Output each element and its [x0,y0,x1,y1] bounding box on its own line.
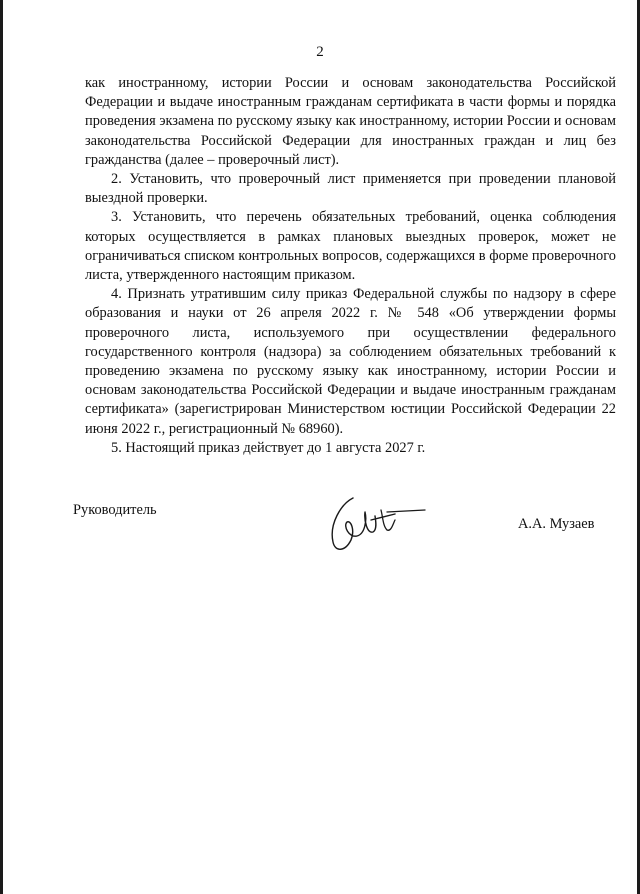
signer-name: А.А. Музаев [518,516,595,532]
paragraph-item-2: 2. Установить, что проверочный лист применяется при проведении плановой выездной проверки. [85,171,616,207]
paragraph-continuation: как иностранному, истории России и основам законодательства Российской Федерации и выдаче иностранным гражданам сертификата в части формы и порядка проведения экзамена по русскому языку как иностранному, истории России и основам законодательства Российской Федерации для иностранных граждан и лиц без гражданства (далее – проверочный лист). [85,75,616,168]
paragraph-item-4: 4. Признать утратившим силу приказ Федеральной службы по надзору в сфере образования и науки от 26 апреля 2022 г. № 548 «Об утверждении формы проверочного листа, используемого при осуществлении федерального государственного контроля (надзора) за соблюдением обязательных требований к проведению экзамена по русскому языку как иностранному, истории России и основам законодательства Российской Федерации и выдаче иностранным гражданам сертификата» (зарегистрирован Министерством юстиции Российской Федерации 22 июня 2022 г., регистрационный № 68960). [85,286,616,437]
document-body [85,74,616,458]
page-number: 2 [316,44,324,60]
signer-title: Руководитель [73,502,157,518]
handwritten-signature-icon [321,490,431,560]
paragraph-item-3: 3. Установить, что перечень обязательных требований, оценка соблюдения которых осуществляется в рамках плановых выездных проверок, может не ограничиваться списком контрольных вопросов, содержащихся в форме проверочного листа, утвержденного настоящим приказом. [85,209,616,284]
paragraph-item-5: 5. Настоящий приказ действует до 1 августа 2027 г. [111,439,426,456]
